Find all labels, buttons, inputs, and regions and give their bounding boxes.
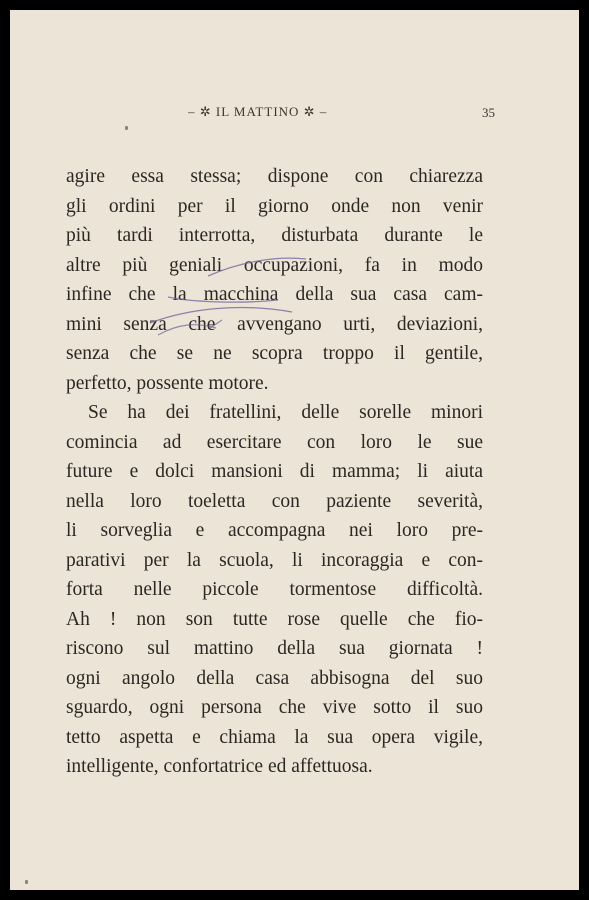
text-line: altre più geniali occupazioni, fa in modo [66, 254, 483, 276]
text-line: intelligente, confortatrice ed affettuosa. [66, 756, 373, 777]
text-line: Se ha dei fratellini, delle sorelle minori [88, 402, 483, 423]
running-title: – ✲ IL MATTINO ✲ – [188, 104, 328, 119]
text-line: gli ordini per il giorno onde non venir [66, 195, 483, 217]
text-line: più tardi interrotta, disturbata durante le [66, 225, 483, 246]
text-line: comincia ad esercitare con loro le sue [66, 431, 483, 453]
page-header [10, 104, 579, 124]
text-line: sguardo, ogni persona che vive sotto il suo [66, 697, 483, 718]
text-line: nella loro toeletta con paziente severità, [66, 490, 483, 512]
text-line: riscono sul mattino della sua giornata ! [66, 638, 483, 659]
paper-speck [125, 126, 128, 130]
text-line: mini senza che avvengano urti, deviazioni, [66, 313, 483, 335]
text-line: senza che se ne scopra troppo il gentile, [66, 343, 483, 364]
text-line: future e dolci mansioni di mamma; li aiuta [66, 461, 483, 482]
paragraph [66, 398, 483, 782]
paragraph [66, 162, 483, 398]
body-text [66, 162, 483, 782]
text-line: agire essa stessa; dispone con chiarezza [66, 166, 483, 187]
page-number: 35 [482, 105, 495, 120]
text-line: parativi per la scuola, li incoraggia e con- [66, 549, 483, 571]
paper-speck [25, 880, 28, 884]
text-line: li sorveglia e accompagna nei loro pre- [66, 520, 483, 541]
text-line: infine che la macchina della sua casa cam- [66, 284, 483, 305]
text-line: forta nelle piccole tormentose difficoltà. [66, 579, 483, 600]
book-page [10, 10, 579, 890]
text-line: Ah ! non son tutte rose quelle che fio- [66, 608, 483, 630]
text-line: perfetto, possente motore. [66, 372, 269, 394]
text-line: tetto aspetta e chiama la sua opera vigile, [66, 726, 483, 748]
text-line: ogni angolo della casa abbisogna del suo [66, 667, 483, 689]
